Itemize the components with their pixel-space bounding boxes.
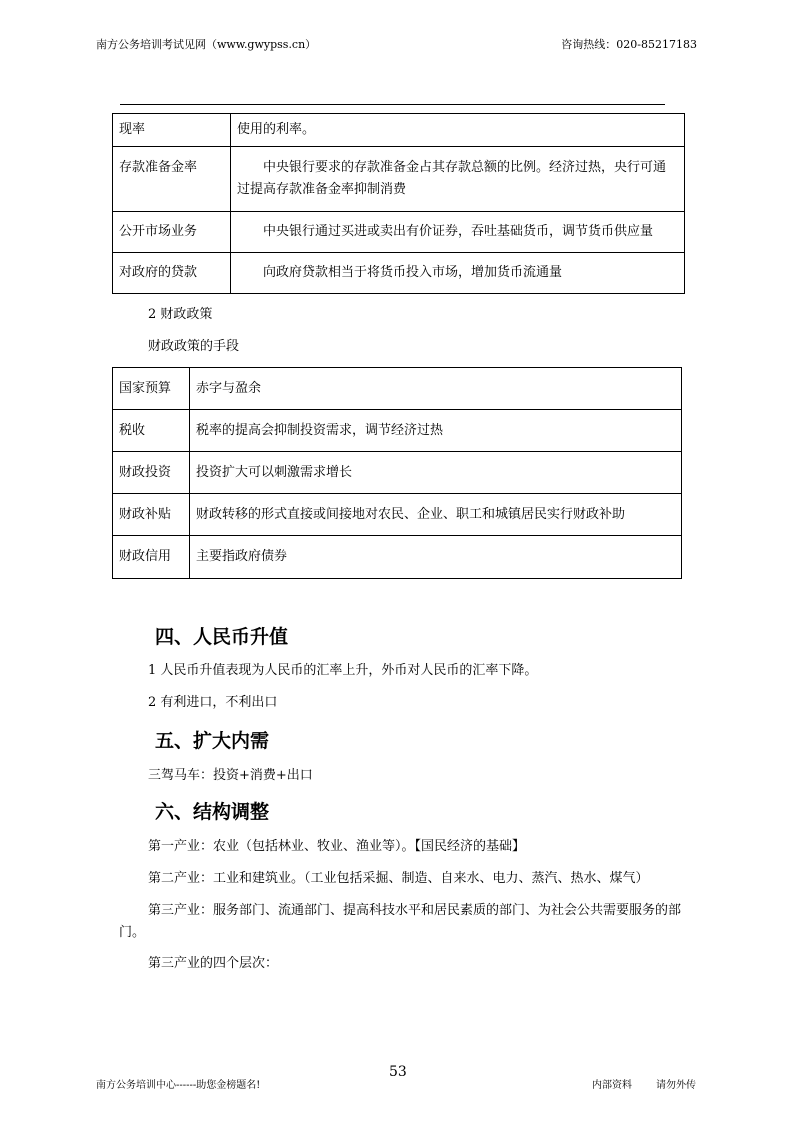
page-number: 53 — [389, 1064, 407, 1080]
paragraph: 第一产业：农业（包括林业、牧业、渔业等）。【国民经济的基础】 — [148, 839, 526, 854]
table-cell-term: 税收 — [113, 410, 190, 452]
table-row — [113, 212, 685, 253]
table-cell-desc: 财政转移的形式直接或间接地对农民、企业、职工和城镇居民实行财政补助 — [190, 494, 682, 536]
table-cell-desc: 赤字与盈余 — [190, 368, 682, 410]
table-cell-term: 财政补贴 — [113, 494, 190, 536]
table-cell-term: 财政信用 — [113, 536, 190, 579]
heading-domestic-demand: 五、扩大内需 — [155, 730, 270, 752]
heading-structural-adjustment: 六、结构调整 — [155, 801, 270, 823]
header-hotline: 咨询热线：020-85217183 — [561, 38, 697, 51]
table-row — [113, 536, 682, 579]
section-title-fiscal: 2 财政政策 — [148, 307, 213, 322]
footer-internal-label: 内部资料 — [592, 1080, 632, 1091]
paragraph: 三驾马车：投资+消费+出口 — [148, 768, 313, 783]
monetary-tools-table — [112, 113, 685, 294]
table-row — [113, 253, 685, 294]
table-row — [113, 452, 682, 494]
paragraph: 第三产业：服务部门、流通部门、提高科技水平和居民素质的部门、为社会公共需要服务的部门。 — [119, 903, 682, 940]
table-cell-term: 公开市场业务 — [113, 212, 231, 253]
table-cell-term: 财政投资 — [113, 452, 190, 494]
table-cell-desc: 税率的提高会抑制投资需求，调节经济过热 — [190, 410, 682, 452]
table-cell-desc: 中央银行通过买进或卖出有价证券，吞吐基础货币，调节货币供应量 — [231, 212, 685, 253]
table-row — [113, 368, 682, 410]
table-cell-desc: 使用的利率。 — [231, 114, 685, 147]
footer-no-distribution-label: 请勿外传 — [656, 1080, 696, 1091]
paragraph: 1 人民币升值表现为人民币的汇率上升，外币对人民币的汇率下降。 — [148, 663, 538, 678]
table-row — [113, 147, 685, 212]
paragraph: 第二产业：工业和建筑业。（工业包括采掘、制造、自来水、电力、蒸汽、热水、煤气） — [148, 871, 649, 886]
table-row — [113, 410, 682, 452]
table-cell-term: 存款准备金率 — [113, 147, 231, 212]
section-subtitle-fiscal: 财政政策的手段 — [148, 339, 240, 354]
header-left-text: 南方公务培训考试见网（www.gwypss.cn） — [96, 38, 317, 51]
table-cell-desc: 向政府贷款相当于将货币投入市场，增加货币流通量 — [231, 253, 685, 294]
fiscal-tools-table — [112, 367, 682, 579]
paragraph: 2 有利进口，不利出口 — [148, 695, 278, 710]
table-row — [113, 494, 682, 536]
table-cell-desc: 主要指政府债券 — [190, 536, 682, 579]
table-row — [113, 114, 685, 147]
table-cell-term: 对政府的贷款 — [113, 253, 231, 294]
header-rule — [120, 104, 665, 105]
footer-left-text: 南方公务培训中心------助您金榜题名! — [96, 1080, 261, 1091]
heading-rmb-appreciation: 四、人民币升值 — [155, 626, 289, 648]
table-cell-desc: 投资扩大可以刺激需求增长 — [190, 452, 682, 494]
table-cell-term: 现率 — [113, 114, 231, 147]
table-cell-desc: 中央银行要求的存款准备金占其存款总额的比例。经济过热，央行可通过提高存款准备金率抑制消费 — [231, 147, 685, 212]
table-cell-term: 国家预算 — [113, 368, 190, 410]
paragraph: 第三产业的四个层次： — [148, 956, 279, 971]
